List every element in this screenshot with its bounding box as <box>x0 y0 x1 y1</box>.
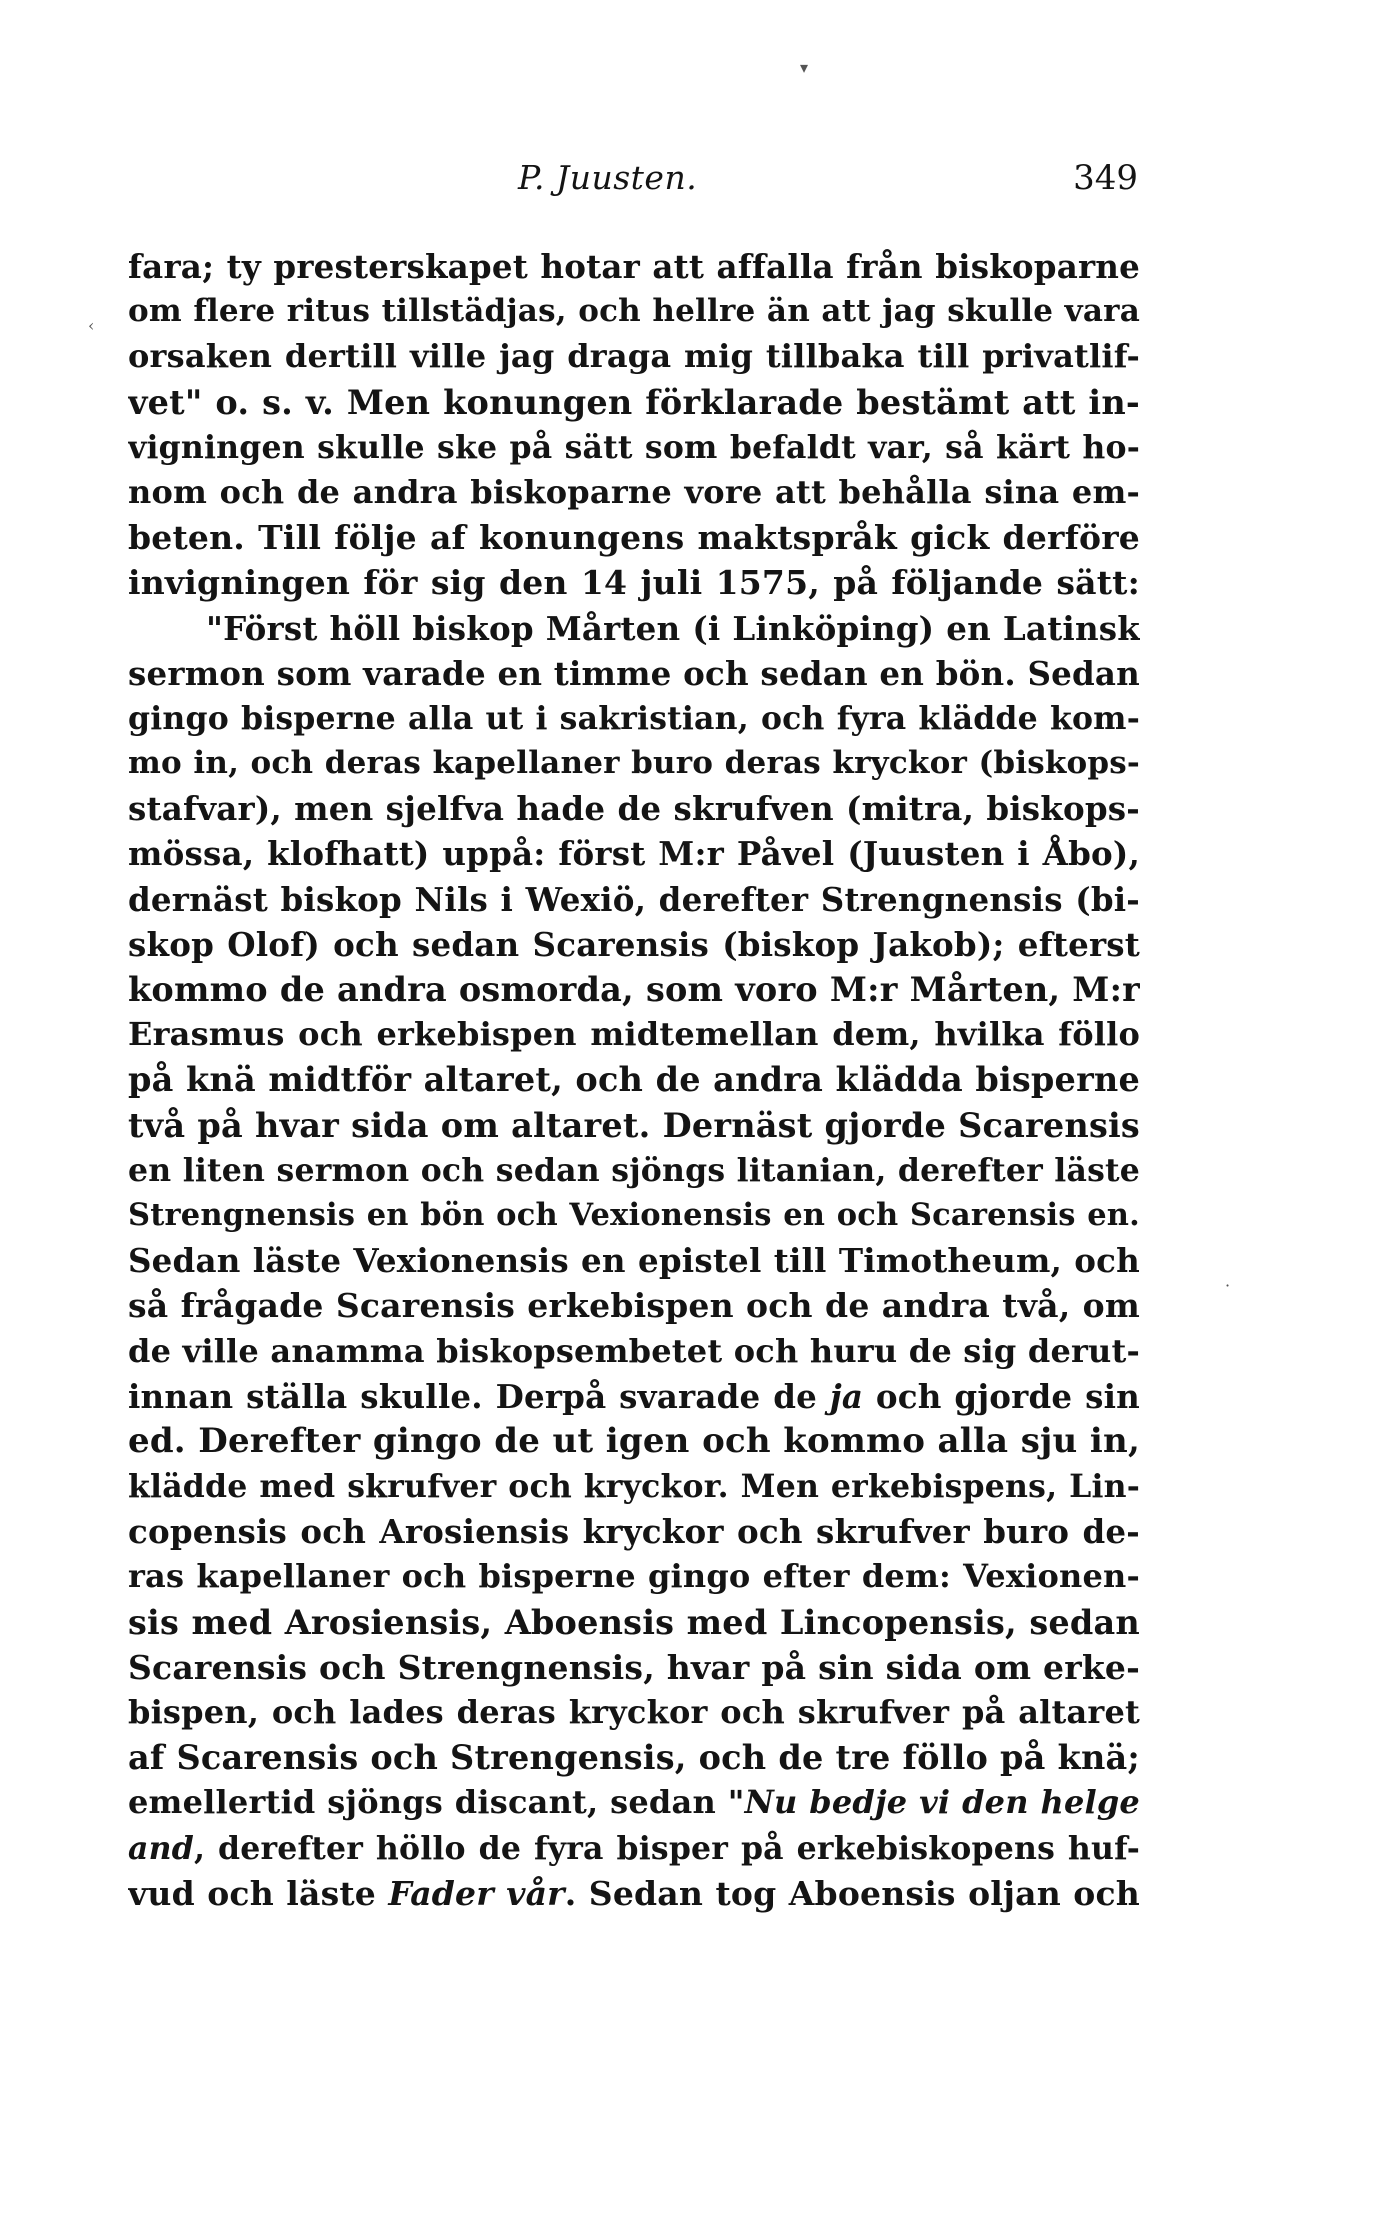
text-line: Erasmus och erkebispen midtemellan dem, hvilka föllo <box>128 1015 1140 1054</box>
text-line-with-italic <box>128 1826 1140 1871</box>
text-line: kommo de andra osmorda, som voro M:r Mårten, M:r <box>128 970 1140 1009</box>
text-line: bispen, och lades deras kryckor och skrufver på altaret <box>128 1693 1140 1731</box>
text-segment: , derefter höllo de fyra bisper på erkebiskopens huf- <box>193 1829 1140 1867</box>
text-segment: vud och läste <box>128 1873 389 1913</box>
text-line: så frågade Scarensis erkebispen och de andra två, om <box>128 1286 1140 1326</box>
page-header <box>128 158 1138 208</box>
text-line: sermon som varade en timme och sedan en bön. Sedan <box>128 653 1140 693</box>
text-line-with-italic <box>128 1780 1140 1825</box>
print-speck: ▾ <box>800 58 809 77</box>
text-line: skop Olof) och sedan Scarensis (biskop Jakob); efterst <box>128 924 1140 964</box>
text-line: de ville anamma biskopsembetet och huru de sig derut- <box>128 1331 1140 1370</box>
text-line: klädde med skrufver och kryckor. Men erkebispens, Lin- <box>128 1468 1140 1506</box>
text-line: "Först höll biskop Mårten (i Linköping) en Latinsk <box>206 608 1140 648</box>
text-segment: och gjorde sin <box>863 1376 1140 1416</box>
text-line: ras kapellaner och bisperne gingo efter dem: Vexionen- <box>128 1557 1140 1596</box>
text-line: af Scarensis och Strengensis, och de tre föllo på knä; <box>128 1738 1140 1778</box>
text-line: en liten sermon och sedan sjöngs litanian, derefter läste <box>128 1151 1140 1189</box>
text-line: Strengnensis en bön och Vexionensis en och Scarensis en. <box>128 1196 1140 1233</box>
page-number: 349 <box>1073 158 1138 198</box>
text-line: på knä midtför altaret, och de andra klädda bisperne <box>128 1060 1140 1100</box>
italic-word: ja <box>829 1376 864 1416</box>
text-line: nom och de andra biskoparne vore att behålla sina em- <box>128 472 1140 511</box>
text-line: fara; ty presterskapet hotar att affalla från biskoparne <box>128 247 1140 286</box>
text-line: Scarensis och Strengnensis, hvar på sin sida om erke- <box>128 1647 1140 1687</box>
print-speck: ‹ <box>88 316 95 335</box>
text-line: copensis och Arosiensis kryckor och skrufver buro de- <box>128 1512 1140 1552</box>
text-segment: . Sedan tog Aboensis oljan och <box>564 1873 1140 1913</box>
text-line: stafvar), men sjelfva hade de skrufven (mitra, biskops- <box>128 789 1140 829</box>
body-text <box>128 244 1140 1916</box>
text-segment: innan ställa skulle. Derpå svarade de <box>128 1376 830 1416</box>
text-line: vigningen skulle ske på sätt som befaldt var, så kärt ho- <box>128 428 1140 466</box>
text-line: mössa, klofhatt) uppå: först M:r Påvel (Juusten i Åbo), <box>128 834 1140 874</box>
text-line: Sedan läste Vexionensis en epistel till Timotheum, och <box>128 1241 1140 1281</box>
text-segment: emellertid sjöngs discant, sedan " <box>128 1783 745 1822</box>
text-line: invigningen för sig den 14 juli 1575, på följande sätt: <box>128 563 1140 603</box>
text-line: dernäst biskop Nils i Wexiö, derefter Strengnensis (bi- <box>128 879 1140 919</box>
text-line: beten. Till följe af konungens maktspråk gick derföre <box>128 518 1140 558</box>
italic-word: and <box>128 1829 194 1867</box>
text-line: vet" o. s. v. Men konungen förklarade bestämt att in- <box>128 382 1140 422</box>
text-line: mo in, och deras kapellaner buro deras kryckor (biskops- <box>128 745 1140 782</box>
text-line-with-italic <box>128 1871 1140 1916</box>
text-line: orsaken dertill ville jag draga mig tillbaka till privatlif- <box>128 337 1140 376</box>
text-line: om flere ritus tillstädjas, och hellre än att jag skulle vara <box>128 293 1140 330</box>
text-line: ed. Derefter gingo de ut igen och kommo alla sju in, <box>128 1420 1140 1461</box>
text-line-with-italic <box>128 1374 1140 1419</box>
italic-phrase: Nu bedje vi den helge <box>744 1783 1140 1822</box>
print-speck: · <box>1225 1276 1231 1295</box>
text-line: gingo bisperne alla ut i sakristian, och fyra klädde kom- <box>128 699 1140 737</box>
text-line: sis med Arosiensis, Aboensis med Lincopensis, sedan <box>128 1602 1140 1642</box>
text-line: två på hvar sida om altaret. Dernäst gjorde Scarensis <box>128 1105 1140 1145</box>
running-title: P. Juusten. <box>518 158 698 197</box>
italic-phrase: Fader vår <box>388 1873 565 1913</box>
